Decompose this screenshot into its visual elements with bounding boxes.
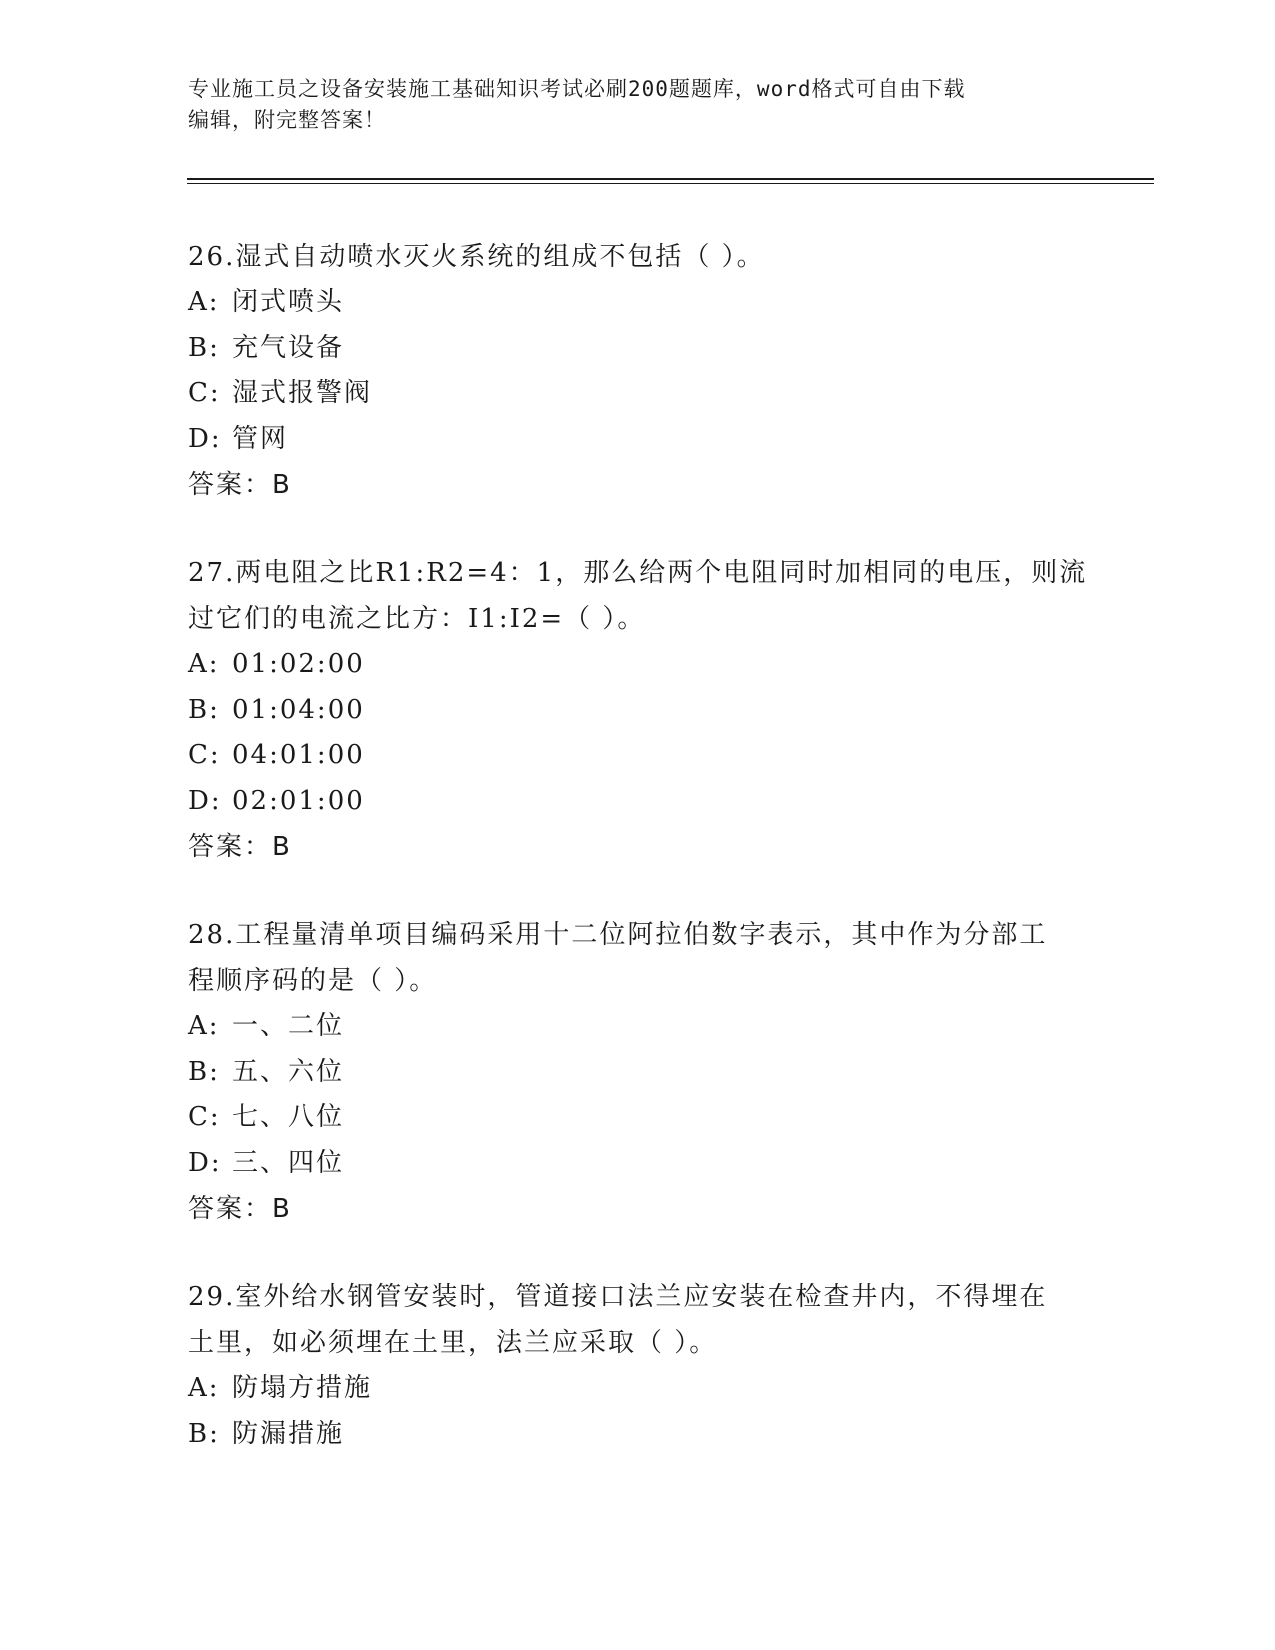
option-letter: D: xyxy=(188,1147,222,1178)
option-text: 01:02:00 xyxy=(232,649,365,679)
option-c xyxy=(188,371,1088,417)
option-b xyxy=(188,1050,1088,1096)
question-text: 室外给水钢管安装时，管道接口法兰应安装在检查井内，不得埋在 xyxy=(235,1282,1048,1312)
option-letter: C: xyxy=(188,378,221,408)
option-b xyxy=(188,688,1088,734)
answer-line: 答案：B xyxy=(188,832,292,862)
option-b xyxy=(188,326,1088,372)
question-text: 两电阻之比R1:R2=4：1，那么给两个电阻同时加相同的电压，则流 xyxy=(235,558,1088,588)
question-text-line xyxy=(188,1274,1088,1320)
question-number: 26. xyxy=(188,242,236,272)
option-d xyxy=(188,779,1088,825)
option-text: 防塌方措施 xyxy=(232,1373,373,1403)
question-block xyxy=(188,234,1088,508)
option-text: 02:01:00 xyxy=(232,785,365,816)
question-text-line xyxy=(188,1320,1088,1366)
option-letter: C: xyxy=(188,1102,221,1132)
option-text: 五、六位 xyxy=(232,1056,345,1087)
option-letter: C: xyxy=(188,740,221,770)
header-divider-thin xyxy=(187,183,1154,184)
option-letter: D: xyxy=(188,785,222,816)
question-number: 29. xyxy=(188,1282,236,1312)
document-header xyxy=(188,74,1088,136)
question-list xyxy=(188,234,1088,1499)
option-b xyxy=(188,1412,1088,1458)
header-line-1: 专业施工员之设备安装施工基础知识考试必刷200题题库，word格式可自由下载 xyxy=(188,77,966,101)
option-letter: A: xyxy=(188,1373,220,1403)
answer-line: 答案：B xyxy=(188,1194,292,1224)
option-a xyxy=(188,280,1088,326)
option-d xyxy=(188,1141,1088,1187)
option-text: 三、四位 xyxy=(232,1147,345,1178)
option-letter: B: xyxy=(188,332,220,363)
option-letter: B: xyxy=(188,694,220,725)
option-letter: A: xyxy=(188,1011,220,1041)
question-number: 27. xyxy=(188,558,236,588)
question-text-line xyxy=(188,596,1088,642)
answer-line: 答案：B xyxy=(188,470,292,500)
question-block xyxy=(188,550,1088,870)
question-text-line xyxy=(188,958,1088,1004)
option-text: 闭式喷头 xyxy=(232,287,345,317)
question-block xyxy=(188,1274,1088,1457)
question-text-line xyxy=(188,550,1088,596)
option-letter: D: xyxy=(188,423,222,454)
option-letter: B: xyxy=(188,1418,220,1449)
option-a xyxy=(188,1004,1088,1050)
header-divider-thick xyxy=(187,178,1154,180)
option-d xyxy=(188,417,1088,463)
option-text: 一、二位 xyxy=(232,1011,345,1041)
option-text: 防漏措施 xyxy=(232,1418,345,1449)
question-text: 湿式自动喷水灭火系统的组成不包括（ ）。 xyxy=(235,242,765,272)
question-text: 工程量清单项目编码采用十二位阿拉伯数字表示，其中作为分部工 xyxy=(235,920,1048,950)
option-c xyxy=(188,1095,1088,1141)
option-a xyxy=(188,642,1088,688)
option-c xyxy=(188,733,1088,779)
question-block xyxy=(188,912,1088,1232)
question-text: 土里，如必须埋在土里，法兰应采取（ ）。 xyxy=(188,1328,718,1358)
option-text: 充气设备 xyxy=(232,332,345,363)
question-text-line xyxy=(188,912,1088,958)
question-text-line xyxy=(188,234,1088,280)
option-text: 管网 xyxy=(232,423,289,454)
question-number: 28. xyxy=(188,920,236,950)
option-text: 01:04:00 xyxy=(232,694,365,725)
option-letter: A: xyxy=(188,649,220,679)
question-text: 过它们的电流之比方：I1:I2=（ ）。 xyxy=(188,604,646,634)
option-text: 湿式报警阀 xyxy=(232,378,373,408)
option-text: 04:01:00 xyxy=(232,740,365,770)
option-text: 七、八位 xyxy=(232,1102,345,1132)
option-letter: B: xyxy=(188,1056,220,1087)
option-a xyxy=(188,1366,1088,1412)
option-letter: A: xyxy=(188,287,220,317)
question-text: 程顺序码的是（ ）。 xyxy=(188,966,438,996)
header-line-2: 编辑，附完整答案！ xyxy=(188,108,386,132)
